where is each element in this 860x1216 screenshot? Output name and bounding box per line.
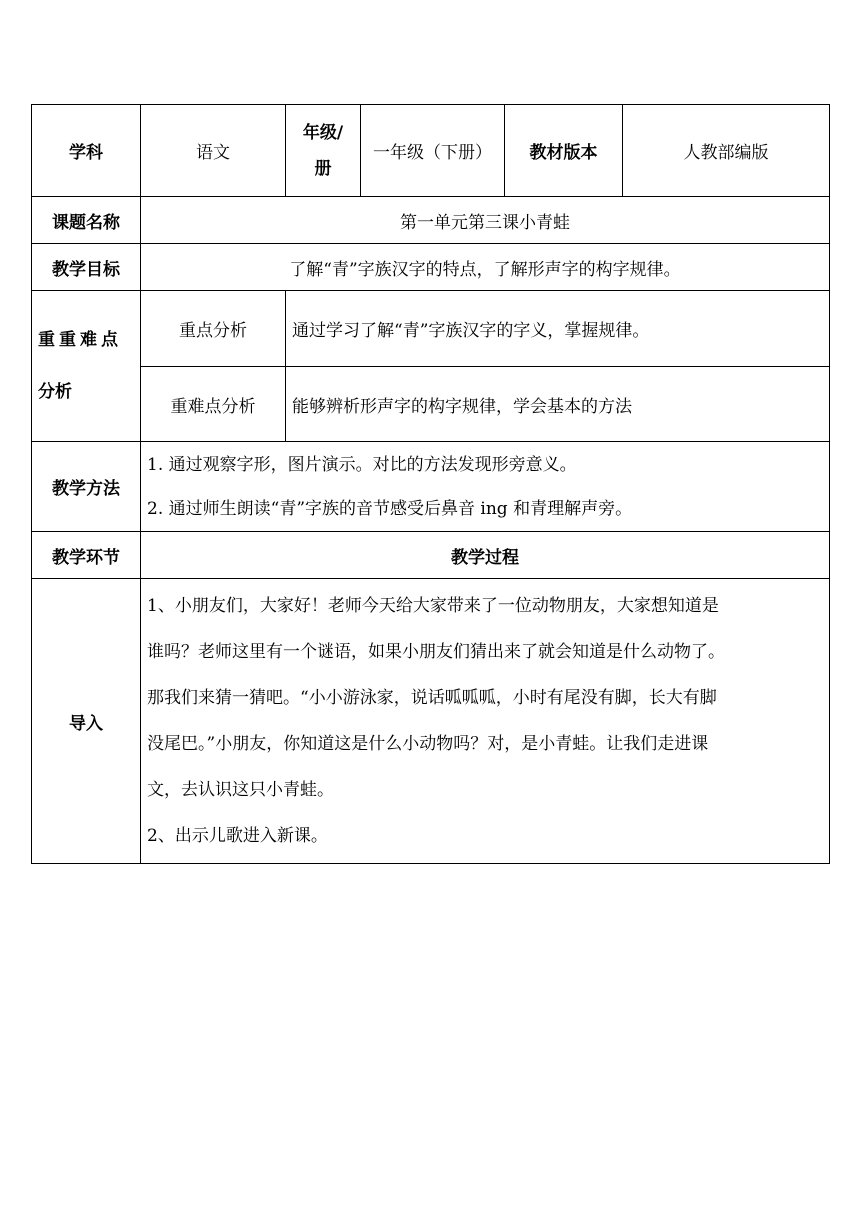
intro-line: 文，去认识这只小青蛙。 xyxy=(147,780,334,800)
section-header-label: 教学环节 xyxy=(32,532,141,579)
intro-line: 那我们来猜一猜吧。“小小游泳家，说话呱呱呱，小时有尾没有脚，长大有脚 xyxy=(147,688,717,708)
section-header-value: 教学过程 xyxy=(141,532,830,579)
grade-label-line-1: 年级/ xyxy=(302,122,344,143)
row-lesson-title xyxy=(32,197,830,244)
goal-label: 教学目标 xyxy=(32,244,141,291)
intro-line: 1、小朋友们，大家好！老师今天给大家带来了一位动物朋友，大家想知道是 xyxy=(147,596,719,616)
methods-label: 教学方法 xyxy=(32,442,141,532)
row-difficulty-analysis xyxy=(32,367,830,442)
method-item: 1. 通过观察字形，图片演示。对比的方法发现形旁意义。 xyxy=(147,454,577,475)
row-key-analysis xyxy=(32,291,830,367)
row-intro xyxy=(32,579,830,864)
intro-line: 谁吗？老师这里有一个谜语，如果小朋友们猜出来了就会知道是什么动物了。 xyxy=(147,642,725,662)
intro-label: 导入 xyxy=(32,579,141,864)
edition-label: 教材版本 xyxy=(505,105,623,197)
goal-value: 了解“青”字族汉字的特点，了解形声字的构字规律。 xyxy=(141,244,830,291)
subject-label: 学科 xyxy=(32,105,141,197)
row-section-header xyxy=(32,532,830,579)
method-item: 2. 通过师生朗读“青”字族的音节感受后鼻音 ing 和青理解声旁。 xyxy=(147,498,633,519)
lesson-label: 课题名称 xyxy=(32,197,141,244)
key-analysis-label: 重点分析 xyxy=(141,291,286,367)
methods-value xyxy=(141,442,830,532)
analysis-label-line-1: 重重难点 xyxy=(38,330,122,350)
difficulty-analysis-value: 能够辨析形声字的构字规律，学会基本的方法 xyxy=(286,367,830,442)
grade-value: 一年级（下册） xyxy=(361,105,505,197)
intro-line: 没尾巴。”小朋友，你知道这是什么小动物吗？对，是小青蛙。让我们走进课 xyxy=(147,734,709,754)
intro-line: 2、出示儿歌进入新课。 xyxy=(147,826,328,846)
edition-value: 人教部编版 xyxy=(623,105,830,197)
row-goal xyxy=(32,244,830,291)
row-subject xyxy=(32,105,830,197)
difficulty-analysis-label: 重难点分析 xyxy=(141,367,286,442)
grade-label xyxy=(286,105,361,197)
row-methods xyxy=(32,442,830,532)
subject-value: 语文 xyxy=(141,105,286,197)
grade-label-line-2: 册 xyxy=(314,158,332,179)
lesson-value: 第一单元第三课小青蛙 xyxy=(141,197,830,244)
analysis-label xyxy=(32,291,141,442)
intro-content xyxy=(141,579,830,864)
analysis-label-line-2: 分析 xyxy=(38,382,72,402)
lesson-plan-table xyxy=(31,104,830,864)
key-analysis-value: 通过学习了解“青”字族汉字的字义，掌握规律。 xyxy=(286,291,830,367)
